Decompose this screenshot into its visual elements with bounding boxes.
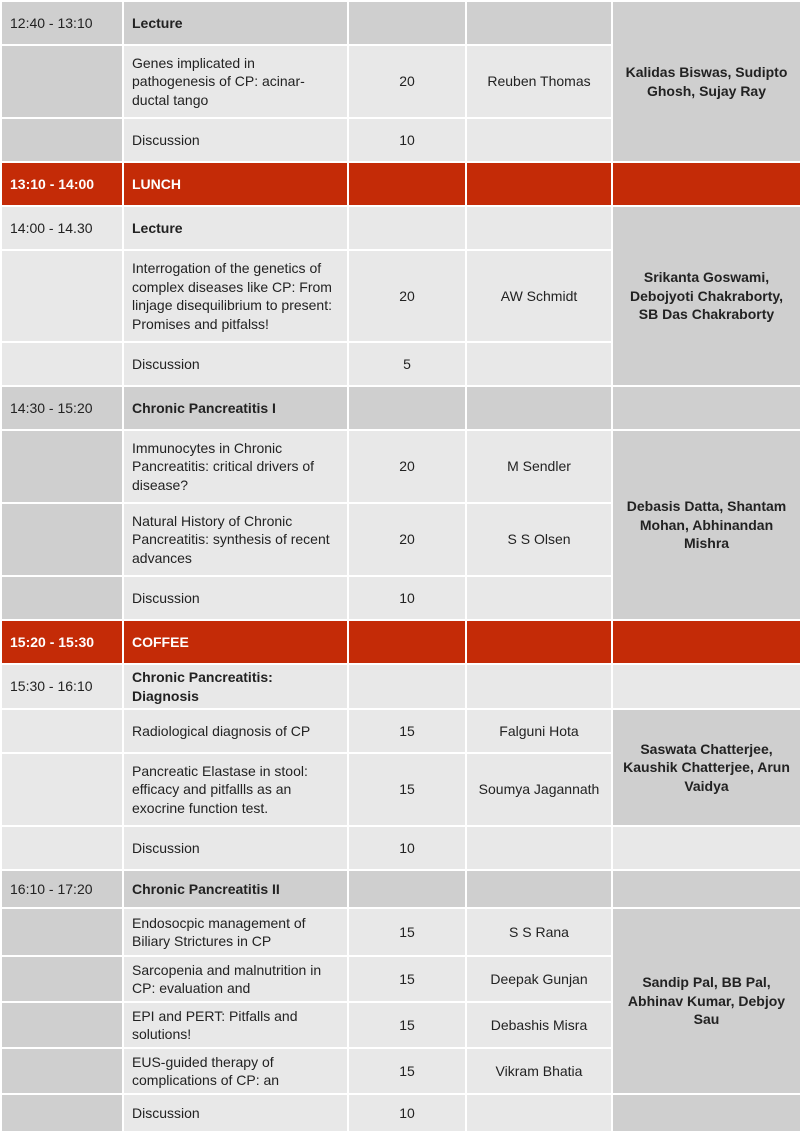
talk-topic: Endosocpic management of Biliary Strictures in CP	[123, 908, 348, 956]
session-header-row	[1, 664, 800, 709]
talk-minutes: 15	[348, 709, 466, 753]
break-title: LUNCH	[123, 162, 348, 206]
talk-minutes: 15	[348, 1048, 466, 1094]
break-title: COFFEE	[123, 620, 348, 664]
session-title: Lecture	[123, 206, 348, 250]
break-time: 13:10 - 14:00	[1, 162, 123, 206]
talk-topic: Radiological diagnosis of CP	[123, 709, 348, 753]
talk-speaker: Deepak Gunjan	[466, 956, 612, 1002]
talk-minutes: 20	[348, 503, 466, 576]
talk-minutes: 5	[348, 342, 466, 386]
talk-speaker: Debashis Misra	[466, 1002, 612, 1048]
session-time: 16:10 - 17:20	[1, 870, 123, 908]
talk-topic: EUS-guided therapy of complications of CP: an	[123, 1048, 348, 1094]
session-title: Lecture	[123, 1, 348, 45]
discussion-row	[1, 1094, 800, 1132]
talk-topic: Discussion	[123, 576, 348, 620]
discussion-row	[1, 826, 800, 870]
break-row-lunch	[1, 162, 800, 206]
chairpersons: Srikanta Goswami, Debojyoti Chakraborty, SB Das Chakraborty	[612, 206, 800, 386]
talk-topic: Genes implicated in pathogenesis of CP: acinar-ductal tango	[123, 45, 348, 118]
session-header-row	[1, 386, 800, 430]
session-title: Chronic Pancreatitis: Diagnosis	[123, 664, 348, 709]
talk-minutes: 10	[348, 118, 466, 162]
session-header-row	[1, 1, 800, 45]
talk-minutes: 15	[348, 1002, 466, 1048]
talk-speaker: S S Rana	[466, 908, 612, 956]
talk-topic: Natural History of Chronic Pancreatitis: synthesis of recent advances	[123, 503, 348, 576]
talk-minutes: 10	[348, 1094, 466, 1132]
talk-topic: Interrogation of the genetics of complex diseases like CP: From linjage disequilibrium to present: Promises and pitfalss!	[123, 250, 348, 342]
talk-row	[1, 709, 800, 753]
chairpersons: Debasis Datta, Shantam Mohan, Abhinandan Mishra	[612, 430, 800, 620]
talk-minutes: 10	[348, 826, 466, 870]
talk-minutes: 15	[348, 956, 466, 1002]
talk-minutes: 20	[348, 45, 466, 118]
talk-speaker: Falguni Hota	[466, 709, 612, 753]
talk-minutes: 20	[348, 430, 466, 503]
talk-speaker: Reuben Thomas	[466, 45, 612, 118]
talk-speaker: Vikram Bhatia	[466, 1048, 612, 1094]
talk-speaker: Soumya Jagannath	[466, 753, 612, 826]
session-time: 15:30 - 16:10	[1, 664, 123, 709]
talk-topic: EPI and PERT: Pitfalls and solutions!	[123, 1002, 348, 1048]
chairpersons: Sandip Pal, BB Pal, Abhinav Kumar, Debjoy Sau	[612, 908, 800, 1094]
talk-speaker: M Sendler	[466, 430, 612, 503]
chairpersons: Saswata Chatterjee, Kaushik Chatterjee, Arun Vaidya	[612, 709, 800, 826]
talk-minutes: 10	[348, 576, 466, 620]
talk-topic: Pancreatic Elastase in stool: efficacy and pitfallls as an exocrine function test.	[123, 753, 348, 826]
talk-topic: Sarcopenia and malnutrition in CP: evaluation and	[123, 956, 348, 1002]
session-header-row	[1, 870, 800, 908]
break-time: 15:20 - 15:30	[1, 620, 123, 664]
talk-topic: Discussion	[123, 118, 348, 162]
session-title: Chronic Pancreatitis II	[123, 870, 348, 908]
talk-speaker: S S Olsen	[466, 503, 612, 576]
talk-topic: Immunocytes in Chronic Pancreatitis: critical drivers of disease?	[123, 430, 348, 503]
session-time: 14:30 - 15:20	[1, 386, 123, 430]
talk-minutes: 15	[348, 753, 466, 826]
break-row-coffee	[1, 620, 800, 664]
talk-minutes: 15	[348, 908, 466, 956]
talk-row	[1, 430, 800, 503]
session-time: 12:40 - 13:10	[1, 1, 123, 45]
chairpersons: Kalidas Biswas, Sudipto Ghosh, Sujay Ray	[612, 1, 800, 162]
talk-topic: Discussion	[123, 826, 348, 870]
talk-topic: Discussion	[123, 1094, 348, 1132]
session-time: 14:00 - 14.30	[1, 206, 123, 250]
talk-topic: Discussion	[123, 342, 348, 386]
talk-speaker: AW Schmidt	[466, 250, 612, 342]
talk-row	[1, 908, 800, 956]
talk-minutes: 20	[348, 250, 466, 342]
session-title: Chronic Pancreatitis I	[123, 386, 348, 430]
session-header-row	[1, 206, 800, 250]
